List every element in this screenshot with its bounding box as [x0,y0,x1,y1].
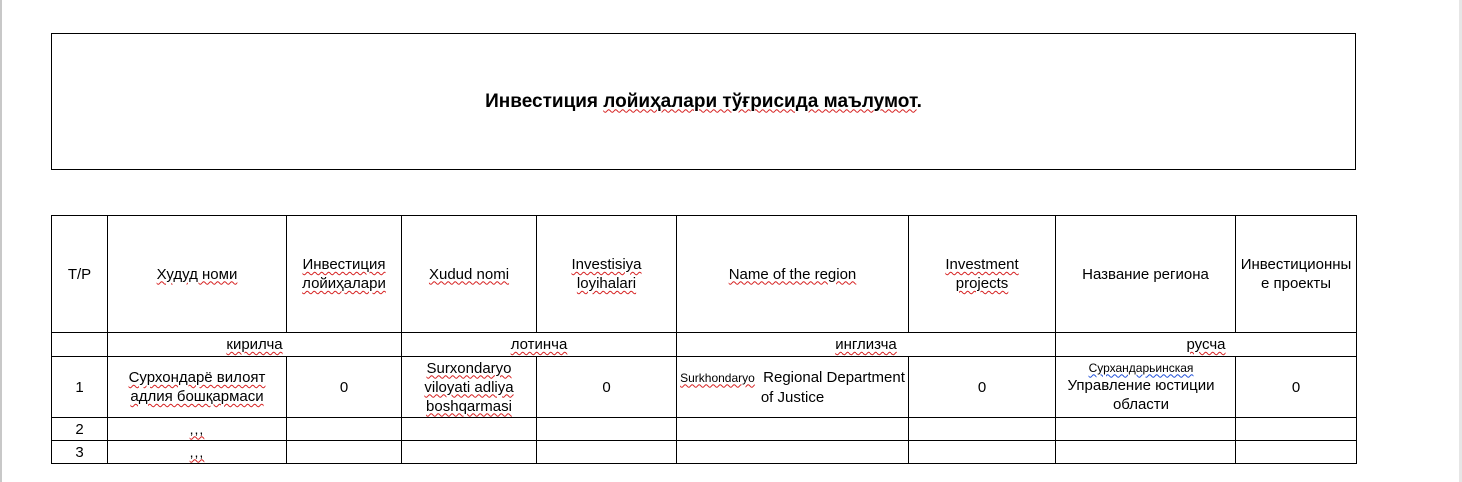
english-projects-value: 0 [909,357,1056,418]
russian-region-prefix: Сурхандарьинская [1088,360,1194,375]
document-title [485,91,922,113]
empty-cell [677,441,909,464]
header-tp: Т/Р [52,216,108,333]
russian-projects-value: 0 [1236,357,1357,418]
english-region-text: Regional Department of Justice [760,368,905,406]
english-region-prefix: Surkhondaryo [680,370,755,385]
title-part-3: . [916,90,922,112]
cyrillic-region-name: Сурхондарё вилоят адлия бошқармаси [108,357,287,418]
latin-region-name: Surxondaryo viloyati adliya boshqarmasi [402,357,537,418]
language-english: инглизча [677,333,1056,357]
empty-cell [402,418,537,441]
russian-region-text: Управление юстиции области [1067,376,1215,413]
empty-cell [1236,418,1357,441]
table-header-row [52,216,1357,333]
header-nazvanie-regiona: Название региона [1056,216,1236,333]
header-investitsiya-loyihalari: Инвестиция лойиҳалари [287,216,402,333]
investment-projects-table [51,215,1357,464]
empty-cell [1056,418,1236,441]
header-investicionnye-proekty: Инвестиционные проекты [1236,216,1357,333]
header-investment-projects: Investment projects [909,216,1056,333]
cyrillic-region-name: ,,, [108,418,287,441]
empty-cell [909,418,1056,441]
language-russian: русча [1056,333,1357,357]
empty-cell [287,441,402,464]
language-cyrillic: кирилча [108,333,402,357]
language-row [52,333,1357,357]
page-left-edge [0,0,2,482]
empty-cell [1236,441,1357,464]
empty-cell [1056,441,1236,464]
row-number: 2 [52,418,108,441]
row-number: 3 [52,441,108,464]
title-part-2: лойиҳалари тўғрисида маълумот [603,90,917,112]
table-row [52,357,1357,418]
header-xudud-nomi: Xudud nomi [402,216,537,333]
language-latin: лотинча [402,333,677,357]
cyrillic-projects-value: 0 [287,357,402,418]
empty-cell [909,441,1056,464]
empty-cell [537,418,677,441]
english-region-name [677,357,909,418]
header-investisiya-loyihalari: Investisiya loyihalari [537,216,677,333]
title-box [51,33,1356,170]
title-part-1: Инвестиция [485,90,604,112]
russian-region-name [1056,357,1236,418]
row-number: 1 [52,357,108,418]
header-hudud-nomi: Худуд номи [108,216,287,333]
language-empty-cell [52,333,108,357]
latin-projects-value: 0 [537,357,677,418]
empty-cell [287,418,402,441]
empty-cell [677,418,909,441]
table-row [52,418,1357,441]
empty-cell [402,441,537,464]
table-row [52,441,1357,464]
empty-cell [537,441,677,464]
header-name-of-region: Name of the region [677,216,909,333]
cyrillic-region-name: ,,, [108,441,287,464]
